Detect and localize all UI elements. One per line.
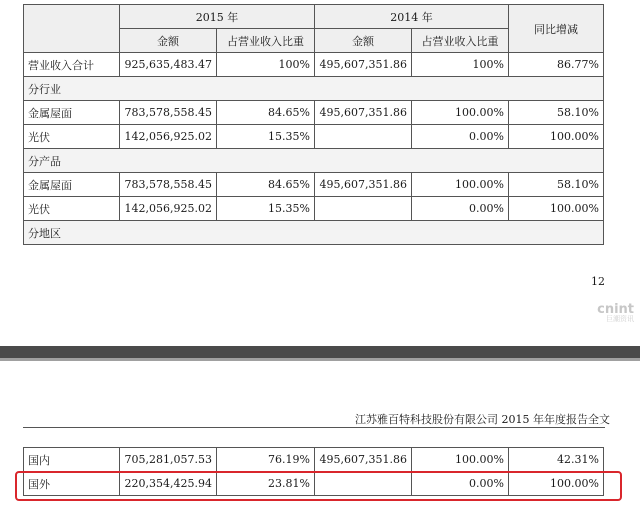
page-number: 12	[591, 275, 605, 288]
table-row	[24, 53, 604, 77]
table-row	[24, 448, 604, 472]
ratio-2015: 84.65%	[217, 173, 315, 197]
change-value: 58.10%	[509, 101, 604, 125]
table-row	[24, 197, 604, 221]
ratio-2014: 0.00%	[412, 197, 509, 221]
amount-2015: 705,281,057.53	[120, 448, 217, 472]
section-row	[24, 77, 604, 101]
ratio-2015: 100%	[217, 53, 315, 77]
header-ratio-2014: 占营业收入比重	[412, 29, 509, 53]
header-year-2015: 2015 年	[120, 5, 315, 29]
amount-2015: 220,354,425.94	[120, 472, 217, 496]
table-row	[24, 125, 604, 149]
ratio-2014: 0.00%	[412, 125, 509, 149]
row-label: 国外	[24, 472, 120, 496]
row-label: 光伏	[24, 197, 120, 221]
watermark-sub: 巨潮资讯	[606, 315, 634, 323]
amount-2014: 495,607,351.86	[315, 173, 412, 197]
header-amount-2015: 金额	[120, 29, 217, 53]
change-value: 100.00%	[509, 472, 604, 496]
page-divider	[0, 346, 640, 358]
ratio-2014: 100.00%	[412, 101, 509, 125]
watermark-main: cnint	[597, 302, 634, 317]
amount-2014: 495,607,351.86	[315, 448, 412, 472]
section-label: 分行业	[24, 77, 604, 101]
amount-2014: 495,607,351.86	[315, 53, 412, 77]
amount-2015: 783,578,558.45	[120, 173, 217, 197]
header-ratio-2015: 占营业收入比重	[217, 29, 315, 53]
header-year-2014: 2014 年	[315, 5, 509, 29]
revenue-table	[23, 4, 604, 245]
section-row	[24, 149, 604, 173]
header-amount-2014: 金额	[315, 29, 412, 53]
ratio-2014: 0.00%	[412, 472, 509, 496]
change-value: 58.10%	[509, 173, 604, 197]
ratio-2015: 84.65%	[217, 101, 315, 125]
highlight-annotation-box	[15, 471, 622, 501]
amount-2015: 925,635,483.47	[120, 53, 217, 77]
header-change: 同比增减	[509, 5, 604, 53]
ratio-2014: 100.00%	[412, 448, 509, 472]
ratio-2015: 15.35%	[217, 197, 315, 221]
amount-2014	[315, 125, 412, 149]
watermark-logo	[597, 303, 634, 323]
header-rule	[23, 427, 605, 428]
row-label: 国内	[24, 448, 120, 472]
header-blank-cell	[24, 5, 120, 53]
ratio-2015: 76.19%	[217, 448, 315, 472]
ratio-2014: 100.00%	[412, 173, 509, 197]
amount-2015: 783,578,558.45	[120, 101, 217, 125]
section-row	[24, 221, 604, 245]
row-label: 营业收入合计	[24, 53, 120, 77]
table-row	[24, 173, 604, 197]
ratio-2015: 15.35%	[217, 125, 315, 149]
section-label: 分地区	[24, 221, 604, 245]
ratio-2014: 100%	[412, 53, 509, 77]
row-label: 金属屋面	[24, 173, 120, 197]
amount-2014	[315, 197, 412, 221]
ratio-2015: 23.81%	[217, 472, 315, 496]
change-value: 42.31%	[509, 448, 604, 472]
header-row-years	[24, 5, 604, 29]
row-label: 光伏	[24, 125, 120, 149]
table-row	[24, 101, 604, 125]
change-value: 100.00%	[509, 197, 604, 221]
amount-2014: 495,607,351.86	[315, 101, 412, 125]
change-value: 86.77%	[509, 53, 604, 77]
amount-2015: 142,056,925.02	[120, 197, 217, 221]
amount-2015: 142,056,925.02	[120, 125, 217, 149]
report-header: 江苏雅百特科技股份有限公司 2015 年年度报告全文	[355, 413, 610, 426]
section-label: 分产品	[24, 149, 604, 173]
change-value: 100.00%	[509, 125, 604, 149]
row-label: 金属屋面	[24, 101, 120, 125]
